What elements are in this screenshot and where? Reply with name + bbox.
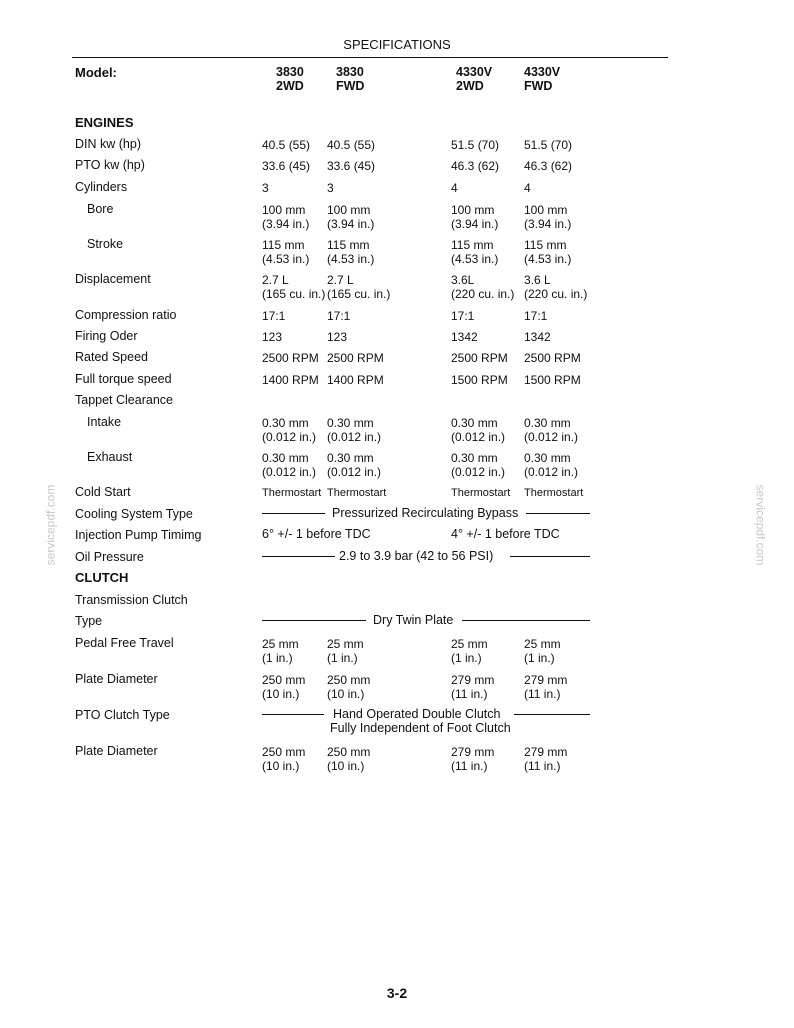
row-label-din: DIN kw (hp) (75, 137, 141, 151)
value-line: (11 in.) (451, 759, 488, 773)
value-line: (1 in.) (451, 651, 482, 665)
cooling-system-value (262, 506, 590, 520)
row-value-rated-col-2: 2500 RPM (327, 351, 384, 365)
row-value-rated-col-4: 2500 RPM (524, 351, 581, 365)
value-line: 0.30 mm (327, 416, 374, 430)
row-value-plate1-col-4 (524, 673, 567, 701)
row-value-intake-col-3 (451, 416, 505, 444)
value-line: 0.30 mm (262, 416, 309, 430)
value-line: (11 in.) (524, 759, 561, 773)
value-line: 250 mm (327, 673, 371, 687)
model-col-2-line2: FWD (336, 79, 365, 93)
row-label-oil: Oil Pressure (75, 550, 144, 564)
row-value-pedal-col-3 (451, 637, 488, 665)
row-value-exhaust-col-1 (262, 451, 316, 479)
row-value-displacement-col-4 (524, 273, 587, 301)
watermark-right: servicepdf.com (753, 484, 768, 566)
span-rule (262, 714, 324, 715)
value-line: 25 mm (262, 637, 299, 651)
row-value-firing-col-4: 1342 (524, 330, 551, 344)
span-rule (526, 513, 590, 514)
value-line: (165 cu. in.) (327, 287, 391, 301)
row-value-compression-col-3: 17:1 (451, 309, 475, 323)
row-value-stroke-col-2 (327, 238, 374, 266)
row-label-stroke: Stroke (87, 237, 124, 251)
value-line: 2.7 L (327, 273, 354, 287)
row-value-plate2-col-4 (524, 745, 567, 773)
pto-clutch-type-line1: Hand Operated Double Clutch (333, 707, 501, 721)
row-label-plate1: Plate Diameter (75, 672, 158, 686)
row-value-stroke-col-3 (451, 238, 498, 266)
row-value-displacement-col-3 (451, 273, 514, 301)
value-line: 115 mm (451, 238, 494, 252)
value-line: (1 in.) (524, 651, 555, 665)
cooling-system-text: Pressurized Recirculating Bypass (332, 506, 519, 520)
value-line: 3.6L (451, 273, 475, 287)
row-value-pto-col-3: 46.3 (62) (451, 159, 500, 173)
value-line: 0.30 mm (451, 416, 498, 430)
row-label-coldstart: Cold Start (75, 485, 131, 499)
row-value-displacement-col-2 (327, 273, 390, 301)
span-rule (262, 513, 325, 514)
row-label-intake: Intake (87, 415, 122, 429)
value-line: (3.94 in.) (327, 217, 375, 231)
row-value-rated-col-3: 2500 RPM (451, 351, 508, 365)
row-label-pto: PTO kw (hp) (75, 158, 145, 172)
value-line: 0.30 mm (327, 451, 374, 465)
value-line: (0.012 in.) (524, 465, 579, 479)
row-value-compression-col-1: 17:1 (262, 309, 286, 323)
value-line: 3.6 L (524, 273, 551, 287)
oil-pressure-text: 2.9 to 3.9 bar (42 to 56 PSI) (339, 549, 494, 563)
value-line: 250 mm (262, 673, 306, 687)
model-col-4-line1: 4330V (524, 65, 561, 79)
row-value-plate1-col-1 (262, 673, 305, 701)
value-line: (11 in.) (451, 687, 488, 701)
row-value-bore-col-2 (327, 203, 374, 231)
row-value-pto-col-2: 33.6 (45) (327, 159, 376, 173)
row-label-bore: Bore (87, 202, 114, 216)
row-value-din-col-4: 51.5 (70) (524, 138, 573, 152)
value-line: 279 mm (524, 673, 568, 687)
value-line: 0.30 mm (524, 451, 571, 465)
row-value-plate1-col-2 (327, 673, 370, 701)
row-value-plate1-col-3 (451, 673, 494, 701)
row-label-ptoclutch: PTO Clutch Type (75, 708, 170, 722)
row-value-plate2-col-1 (262, 745, 305, 773)
value-line: (10 in.) (327, 687, 365, 701)
value-line: (165 cu. in.) (262, 287, 326, 301)
value-line: 279 mm (451, 673, 495, 687)
value-line: 0.30 mm (451, 451, 498, 465)
row-label-type: Type (75, 614, 103, 628)
row-value-pto-col-1: 33.6 (45) (262, 159, 311, 173)
value-line: 115 mm (262, 238, 305, 252)
value-line: 115 mm (327, 238, 370, 252)
row-value-din-col-1: 40.5 (55) (262, 138, 311, 152)
row-value-pedal-col-1 (262, 637, 299, 665)
watermark-left: servicepdf.com (43, 484, 58, 566)
row-label-rated: Rated Speed (75, 350, 148, 364)
row-value-exhaust-col-2 (327, 451, 381, 479)
row-value-cylinders-col-1: 3 (262, 181, 269, 195)
value-line: 279 mm (524, 745, 568, 759)
value-line: (3.94 in.) (451, 217, 499, 231)
value-line: 279 mm (451, 745, 495, 759)
value-line: (0.012 in.) (327, 465, 382, 479)
value-line: (0.012 in.) (262, 430, 317, 444)
row-label-pedal: Pedal Free Travel (75, 636, 174, 650)
value-line: (1 in.) (262, 651, 293, 665)
span-rule (462, 620, 590, 621)
row-value-intake-col-4 (524, 416, 578, 444)
model-col-4-line2: FWD (524, 79, 553, 93)
row-value-coldstart-col-3: Thermostart (451, 487, 511, 499)
value-line: 115 mm (524, 238, 567, 252)
row-label-injection: Injection Pump Timimg (75, 528, 202, 542)
row-label-transclutch: Transmission Clutch (75, 593, 188, 607)
value-line: (11 in.) (524, 687, 561, 701)
value-line: (4.53 in.) (524, 252, 572, 266)
page-number: 3-2 (386, 985, 408, 1001)
clutch-type-value (262, 613, 590, 627)
row-value-cylinders-col-2: 3 (327, 181, 334, 195)
model-col-3-line2: 2WD (456, 79, 484, 93)
value-line: 0.30 mm (524, 416, 571, 430)
row-value-plate2-col-2 (327, 745, 370, 773)
model-col-1-line2: 2WD (276, 79, 304, 93)
page-header: SPECIFICATIONS (343, 37, 451, 52)
value-line: 25 mm (524, 637, 561, 651)
row-value-bore-col-4 (524, 203, 571, 231)
value-line: 100 mm (451, 203, 495, 217)
section-clutch: CLUTCH (75, 570, 129, 585)
value-line: (4.53 in.) (451, 252, 499, 266)
row-value-fulltorque-col-2: 1400 RPM (327, 373, 384, 387)
row-value-plate2-col-3 (451, 745, 494, 773)
row-value-coldstart-col-2: Thermostart (327, 487, 387, 499)
row-value-firing-col-1: 123 (262, 330, 283, 344)
row-value-intake-col-1 (262, 416, 316, 444)
value-line: (220 cu. in.) (524, 287, 588, 301)
row-value-fulltorque-col-3: 1500 RPM (451, 373, 508, 387)
model-column-2 (336, 65, 364, 93)
row-value-din-col-2: 40.5 (55) (327, 138, 376, 152)
value-line: (10 in.) (262, 759, 300, 773)
row-value-pedal-col-4 (524, 637, 561, 665)
model-column-4 (524, 65, 560, 93)
row-value-fulltorque-col-1: 1400 RPM (262, 373, 319, 387)
row-value-displacement-col-1 (262, 273, 325, 301)
row-value-firing-col-3: 1342 (451, 330, 478, 344)
value-line: (0.012 in.) (524, 430, 579, 444)
row-label-tappet: Tappet Clearance (75, 393, 173, 407)
pto-clutch-type-line2: Fully Independent of Foot Clutch (330, 721, 511, 735)
row-value-exhaust-col-3 (451, 451, 505, 479)
row-value-compression-col-4: 17:1 (524, 309, 548, 323)
span-rule (262, 556, 335, 557)
row-value-fulltorque-col-4: 1500 RPM (524, 373, 581, 387)
value-line: (0.012 in.) (451, 430, 506, 444)
model-column-1 (276, 65, 304, 93)
value-line: 25 mm (327, 637, 364, 651)
row-value-intake-col-2 (327, 416, 381, 444)
clutch-type-text: Dry Twin Plate (373, 613, 454, 627)
row-value-bore-col-1 (262, 203, 309, 231)
span-rule (514, 714, 590, 715)
row-value-stroke-col-1 (262, 238, 309, 266)
value-line: 250 mm (262, 745, 306, 759)
row-label-firing: Firing Oder (75, 329, 138, 343)
model-column-3 (456, 65, 492, 93)
value-line: (220 cu. in.) (451, 287, 515, 301)
value-line: (10 in.) (327, 759, 365, 773)
value-line: (10 in.) (262, 687, 300, 701)
value-line: 25 mm (451, 637, 488, 651)
section-engines: ENGINES (75, 115, 134, 130)
model-col-1-line1: 3830 (276, 65, 304, 79)
value-line: (3.94 in.) (524, 217, 572, 231)
oil-pressure-value (262, 549, 590, 563)
model-col-2-line1: 3830 (336, 65, 364, 79)
injection-timing-left: 6° +/- 1 before TDC (262, 527, 371, 541)
row-value-pedal-col-2 (327, 637, 364, 665)
row-value-coldstart-col-1: Thermostart (262, 487, 322, 499)
value-line: 2.7 L (262, 273, 289, 287)
row-value-firing-col-2: 123 (327, 330, 348, 344)
row-label-displacement: Displacement (75, 272, 151, 286)
span-rule (262, 620, 366, 621)
row-value-coldstart-col-4: Thermostart (524, 487, 584, 499)
row-value-din-col-3: 51.5 (70) (451, 138, 500, 152)
row-value-cylinders-col-4: 4 (524, 181, 531, 195)
row-label-exhaust: Exhaust (87, 450, 133, 464)
span-rule (510, 556, 590, 557)
value-line: (0.012 in.) (262, 465, 317, 479)
row-label-fulltorque: Full torque speed (75, 372, 172, 386)
value-line: (4.53 in.) (327, 252, 375, 266)
row-value-rated-col-1: 2500 RPM (262, 351, 319, 365)
value-line: 100 mm (524, 203, 568, 217)
value-line: 100 mm (262, 203, 306, 217)
value-line: 0.30 mm (262, 451, 309, 465)
row-label-compression: Compression ratio (75, 308, 177, 322)
row-value-exhaust-col-4 (524, 451, 578, 479)
value-line: (4.53 in.) (262, 252, 310, 266)
row-value-compression-col-2: 17:1 (327, 309, 351, 323)
row-label-cooling: Cooling System Type (75, 507, 193, 521)
injection-timing-right: 4° +/- 1 before TDC (451, 527, 560, 541)
value-line: (3.94 in.) (262, 217, 310, 231)
model-label: Model: (75, 65, 117, 80)
value-line: 250 mm (327, 745, 371, 759)
row-value-pto-col-4: 46.3 (62) (524, 159, 573, 173)
header-rule (72, 57, 668, 58)
pto-clutch-type-value (262, 707, 590, 735)
row-value-stroke-col-4 (524, 238, 571, 266)
row-value-bore-col-3 (451, 203, 498, 231)
row-label-cylinders: Cylinders (75, 180, 128, 194)
value-line: (1 in.) (327, 651, 358, 665)
value-line: (0.012 in.) (451, 465, 506, 479)
row-label-plate2: Plate Diameter (75, 744, 158, 758)
value-line: 100 mm (327, 203, 371, 217)
model-col-3-line1: 4330V (456, 65, 493, 79)
value-line: (0.012 in.) (327, 430, 382, 444)
row-value-cylinders-col-3: 4 (451, 181, 458, 195)
